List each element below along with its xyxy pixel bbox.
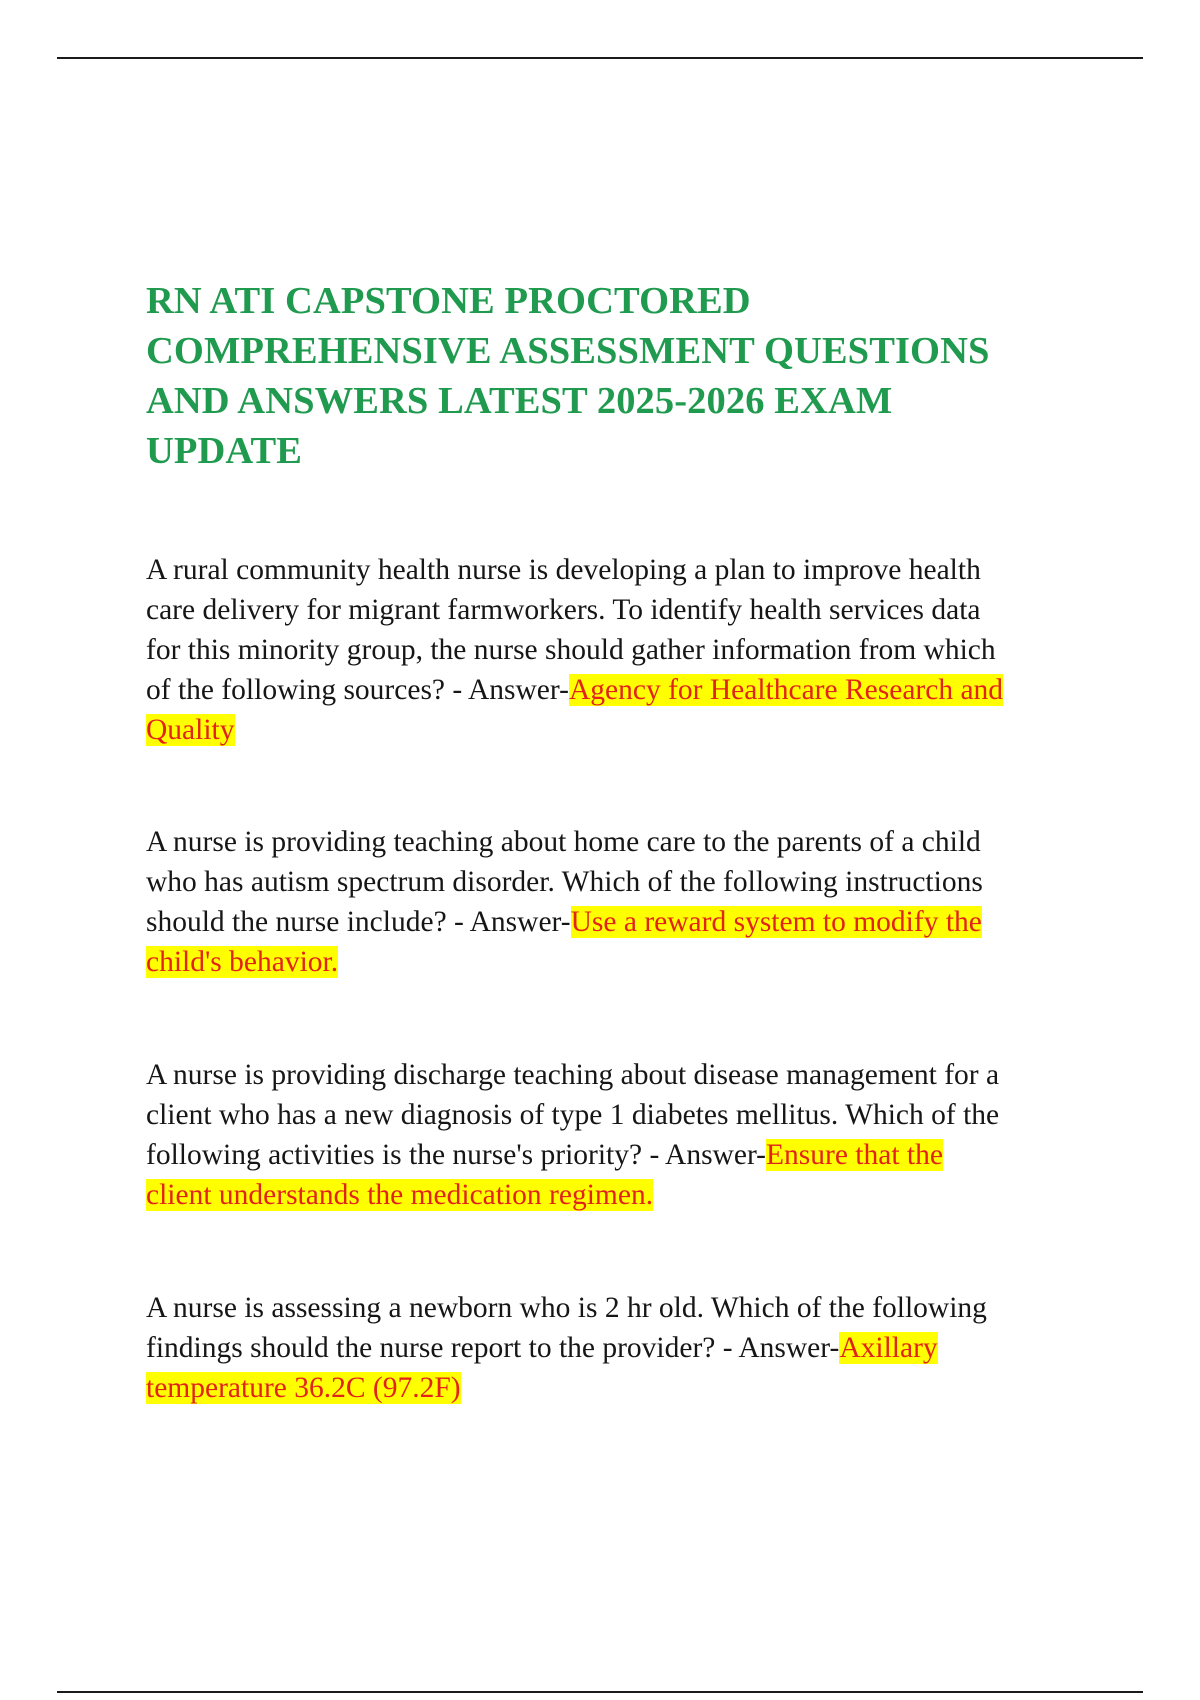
question-3-line-1: A nurse is providing discharge teaching about disease management for a: [146, 1059, 1000, 1091]
title-line-4: UPDATE: [146, 430, 303, 472]
question-2-prefix: should the nurse include? - Answer-: [146, 906, 571, 938]
answer-3-highlight-cont: client understands the medication regimen.: [146, 1179, 654, 1211]
answer-3-highlight: Ensure that the: [766, 1139, 943, 1171]
bottom-rule: [57, 1691, 1143, 1693]
title-line-1: RN ATI CAPSTONE PROCTORED: [146, 280, 751, 322]
question-1-line-5: [146, 710, 1106, 750]
question-2-line-1: A nurse is providing teaching about home care to the parents of a child: [146, 826, 981, 858]
answer-2-highlight-cont: child's behavior.: [146, 946, 339, 978]
question-1-prefix: of the following sources? - Answer-: [146, 674, 569, 706]
question-3-line-4: [146, 1175, 1106, 1215]
top-rule: [57, 57, 1143, 59]
question-2-line-3: [146, 902, 1106, 942]
question-1: [146, 550, 1106, 750]
question-1-line-3: for this minority group, the nurse should gather information from which: [146, 634, 996, 666]
document-title: [146, 276, 1086, 476]
question-4-line-3: [146, 1368, 1106, 1408]
question-1-line-4: [146, 670, 1106, 710]
question-4: [146, 1288, 1106, 1408]
question-1-line-2: care delivery for migrant farmworkers. To identify health services data: [146, 594, 981, 626]
answer-2-highlight: Use a reward system to modify the: [570, 906, 982, 938]
answer-4-highlight: Axillary: [839, 1332, 938, 1364]
answer-4-highlight-cont: temperature 36.2C (97.2F): [146, 1372, 461, 1404]
answer-1-highlight-cont: Quality: [146, 714, 235, 746]
question-3-line-3: [146, 1135, 1106, 1175]
question-3: [146, 1055, 1106, 1215]
question-4-line-2: [146, 1328, 1106, 1368]
question-1-line-1: A rural community health nurse is developing a plan to improve health: [146, 554, 981, 586]
question-2-line-4: [146, 942, 1106, 982]
question-2-line-2: who has autism spectrum disorder. Which of the following instructions: [146, 866, 983, 898]
question-3-prefix: following activities is the nurse's priority? - Answer-: [146, 1139, 767, 1171]
question-2: [146, 822, 1106, 982]
title-line-3: AND ANSWERS LATEST 2025-2026 EXAM: [146, 380, 893, 422]
title-line-2: COMPREHENSIVE ASSESSMENT QUESTIONS: [146, 330, 990, 372]
answer-1-highlight: Agency for Healthcare Research and: [568, 674, 1004, 706]
question-4-prefix: findings should the nurse report to the provider? - Answer-: [146, 1332, 840, 1364]
question-3-line-2: client who has a new diagnosis of type 1 diabetes mellitus. Which of the: [146, 1099, 1000, 1131]
question-4-line-1: A nurse is assessing a newborn who is 2 hr old. Which of the following: [146, 1292, 987, 1324]
